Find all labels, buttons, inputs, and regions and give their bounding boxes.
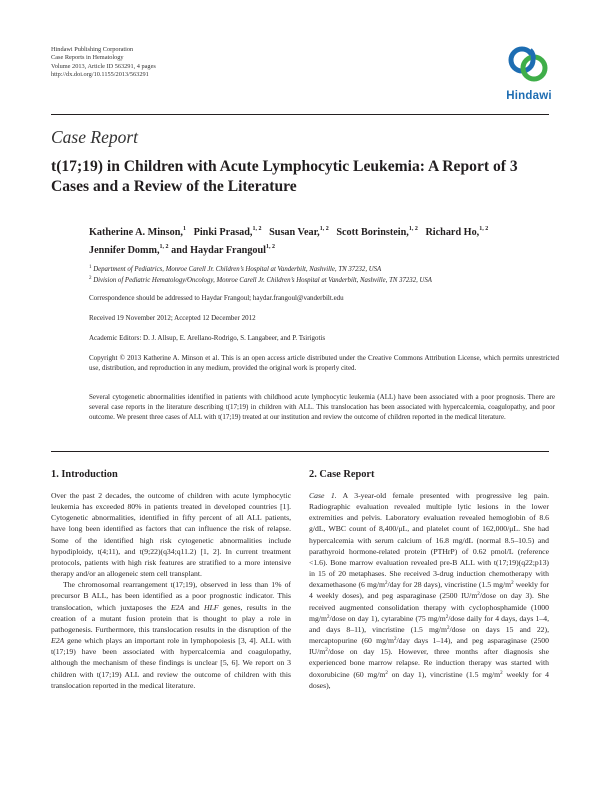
affiliation: $^2$ Division of Pediatric Hematology/Oncology, Monroe Carell Jr. Children’s Hospital at Vanderbilt, Nashville, TN 37232, USA: [89, 276, 432, 284]
paragraph: Over the past 2 decades, the outcome of children with acute lymphocytic leukemia has exceeded 80% in patients treated in developed countries [1]. Cytogenetic abnormalities, identified in fifty percent of all ALL patients, have long been identified as factors that can influence the risk of relapse. Some of the identified high risk cytogenetic abnormalities include hypodiploidy, t(4;11), and t(9;22)(q34;q11.2) [1, 2]. In current treatment protocols, patients with high risk features are stratified to a more intensive therapy and/or an allogeneic stem cell transplant.: [51, 491, 291, 579]
paragraph: The chromosomal rearrangement t(17;19), observed in less than 1% of precursor B ALL, has been identified as a poor prognostic indicator. This translocation, which juxtaposes the E2A and HLF genes, results in the creation of a mutant fusion protein that is thought to play a role in pathogenesis. Furthermore, this translocation results in the disruption of the E2A gene which plays an important role in lymphopoiesis [3, 4]. ALL with t(17;19) have been associated with hypercalcemia and coagulopathy, although the mechanism of these findings is unclear [5, 6]. We report on 3 children with t(17;19) ALL and review the outcome of children with this translocation reported in the medical literature.: [51, 580, 292, 690]
author: Jennifer Domm,$^{1, 2}$: [89, 244, 169, 256]
paragraph: Case 1. A 3-year-old female presented with progressive leg pain. Radiographic evaluation revealed multiple lytic lesions in the lower extremities and pelvis. Laboratory evaluation revealed hemoglobin of 8.6 g/dL, WBC count of 8,400/μL, and platelet count of 162,000/μL. She had hypercalcemia with serum calcium of 16.8 mg/dL (normal 8.5–10.5) and parathyroid hormone-related protein (PTHrP) of 0.62 pmol/L (reference <1.6). Bone marrow evaluation revealed pre-B ALL with t(17;19)(q22;p13) in 15 of 20 metaphases. She received 3-drug induction chemotherapy with dexamethasone (6 $mg/m^2$/day for 28 days), vincristine (1.5 $mg/m^2$ weekly for 4 weekly doses), and peg asparaginase (2500 $IU/m^2$/dose on day 3). She received augmented consolidation therapy with cyclophosphamide (1000 $mg/m^2$/dose on day 1), cytarabine (75 $mg/m^2$/dose daily for 4 days, days 1–4, and days 8–11), vincristine (1.5 $mg/m^2$/dose on days 15 and 22), mercaptopurine (60 $mg/m^2$/day days 1–14), and peg asparaginase (2500 $IU/m^2$/dose on day 15). However, three months after diagnosis she experienced bone marrow relapse. Re induction therapy was started with doxorubicine (60 $mg/m^2$ on day 1), vincristine (1.5 $mg/m^2$ weekly for 4 doses),: [309, 491, 550, 690]
case-report-body: [309, 490, 549, 691]
article-title: t(17;19) in Children with Acute Lymphocytic Leukemia: A Report of 3 Cases and a Review of the Literature: [51, 158, 518, 195]
author: Richard Ho,$^{1, 2}$: [425, 226, 489, 238]
journal-name: Case Reports in Hematology: [51, 54, 124, 62]
journal-header: [51, 46, 156, 79]
author-list: [89, 224, 559, 260]
volume-info: Volume 2013, Article ID 563291, 4 pages: [51, 62, 156, 70]
abstract: Several cytogenetic abnormalities identified in patients with childhood acute lymphocytic leukemia (ALL) have been associated with a poor prognosis. There are several case reports in the literature describing t(17;19) in children with ALL. This translocation has been associated with hypercalcemia, coagulopathy, and poor outcome. We present three cases of ALL with t(17;19) treated at our institution and review the outcome of children reported in the medical literature.: [89, 393, 555, 422]
article-type: Case Report: [51, 127, 139, 147]
affiliation: $^1$ Department of Pediatrics, Monroe Carell Jr. Children’s Hospital at Vanderbilt, Nashville, TN 37232, USA: [89, 265, 382, 273]
correspondence: Correspondence should be addressed to Haydar Frangoul; haydar.frangoul@vanderbilt.edu: [89, 294, 344, 302]
academic-editors: Academic Editors: D. J. Allsup, E. Arellano-Rodrigo, S. Langabeer, and P. Tsirigotis: [89, 334, 326, 342]
doi-link[interactable]: http://dx.doi.org/10.1155/2013/563291: [51, 70, 149, 78]
author: Pinki Prasad,$^{1, 2}$: [193, 226, 262, 238]
publisher-name: Hindawi Publishing Corporation: [51, 46, 134, 53]
introduction-body: [51, 490, 291, 691]
abstract-divider: [51, 451, 549, 452]
author: Scott Borinstein,$^{1, 2}$: [336, 226, 418, 238]
author: Susan Vear,$^{1, 2}$: [269, 226, 329, 238]
author: and Haydar Frangoul$^{1, 2}$: [171, 244, 276, 256]
section-heading-case-report: 2. Case Report: [309, 469, 375, 480]
received-accepted-dates: Received 19 November 2012; Accepted 12 December 2012: [89, 314, 256, 322]
author: Katherine A. Minson,$^1$: [89, 226, 186, 238]
section-heading-introduction: 1. Introduction: [51, 469, 118, 480]
header-divider: [51, 114, 549, 115]
logo-wordmark: Hindawi: [506, 90, 552, 102]
hindawi-logo: [500, 40, 556, 110]
copyright-notice: Copyright © 2013 Katherine A. Minson et al. This is an open access article distributed under the Creative Commons Attribution License, which permits unrestricted use, distribution, and reproduction in any medium, provided the original work is properly cited.: [89, 354, 559, 372]
hindawi-logo-icon: [500, 40, 556, 90]
